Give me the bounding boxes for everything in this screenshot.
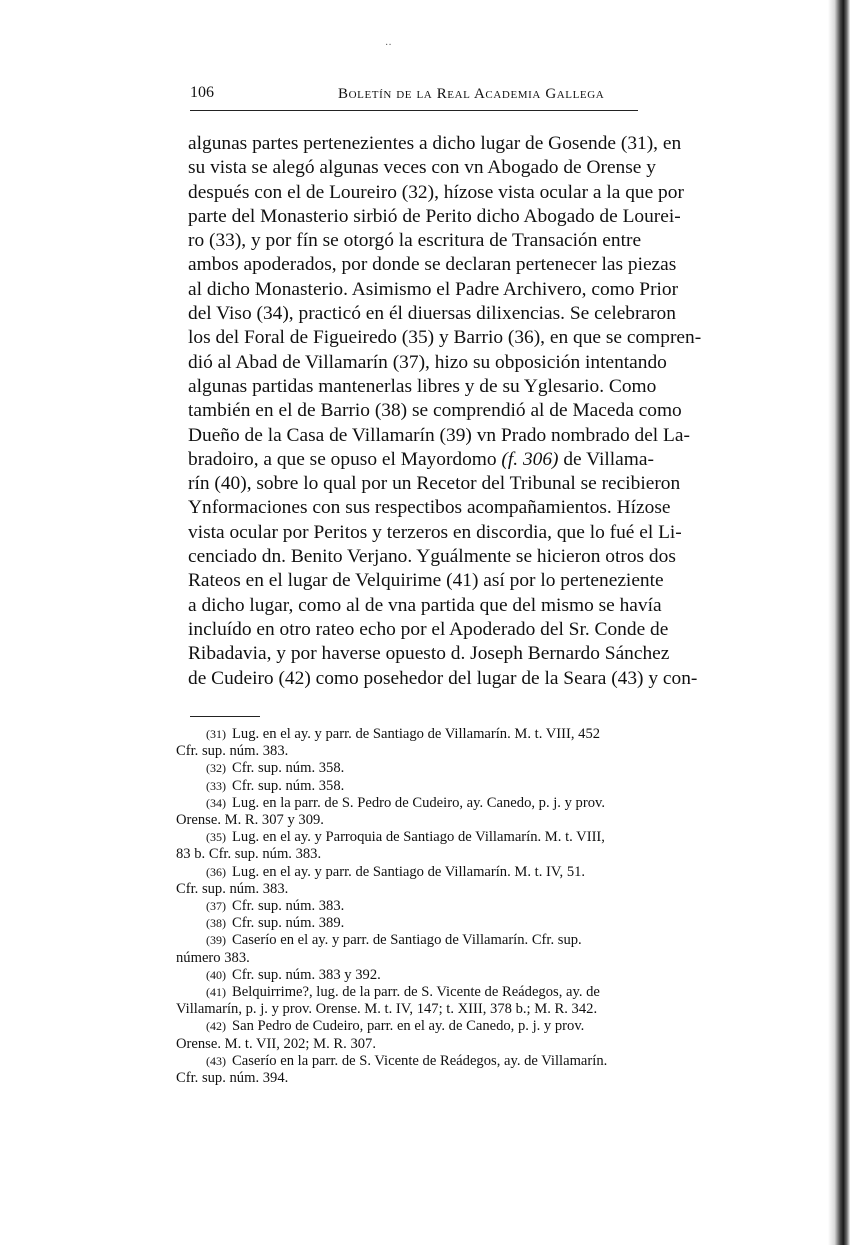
body-line: Ribadavia, y por haverse opuesto d. Joseph Bernardo Sánchez <box>188 643 670 665</box>
footnote-text: Cfr. sup. núm. 358. <box>232 777 345 794</box>
footnote <box>176 864 772 881</box>
body-line: bradoiro, a que se opuso el Mayordomo (f. 306) de Villama- <box>188 448 654 470</box>
footnote-continuation: Cfr. sup. núm. 383. <box>176 880 289 897</box>
footnote-text: Caserío en el ay. y parr. de Santiago de Villamarín. Cfr. sup. <box>232 932 582 949</box>
footnote-text: Lug. en el ay. y parr. de Santiago de Villamarín. M. t. VIII, 452 <box>232 726 601 742</box>
footnote-separator <box>190 716 260 717</box>
footnote-text: Lug. en la parr. de S. Pedro de Cudeiro, ay. Canedo, p. j. y prov. <box>232 794 606 811</box>
folio-reference: (f. 306) <box>501 448 559 470</box>
footnote-number: (38) <box>206 916 226 931</box>
footnote <box>176 915 772 932</box>
body-line: Ynformaciones con sus respectibos acompañamientos. Hízose <box>188 497 671 519</box>
footnote-number: (42) <box>206 1019 226 1034</box>
body-text <box>188 132 778 691</box>
body-line: cenciado dn. Benito Verjano. Yguálmente se hicieron otros dos <box>188 546 676 568</box>
footnote-continuation: Orense. M. t. VII, 202; M. R. 307. <box>176 1035 376 1052</box>
stray-mark: ·· <box>385 40 392 51</box>
footnote-text: Cfr. sup. núm. 383. <box>232 898 345 915</box>
body-line: algunas partes pertenezientes a dicho lugar de Gosende (31), en <box>188 133 682 154</box>
footnote-number: (41) <box>206 985 226 1000</box>
footnote-number: (39) <box>206 933 226 948</box>
body-line: ro (33), y por fín se otorgó la escritura de Transación entre <box>188 230 642 252</box>
body-line: Rateos en el lugar de Velquirime (41) así por lo perteneziente <box>188 570 664 592</box>
footnote-number: (37) <box>206 899 226 914</box>
footnote <box>176 984 772 1001</box>
footnote <box>176 778 772 795</box>
footnote-text: Cfr. sup. núm. 389. <box>232 915 345 932</box>
body-line: vista ocular por Peritos y terzeros en discordia, que lo fué el Li- <box>188 521 682 543</box>
footnote-continuation: número 383. <box>176 949 250 966</box>
body-line: rín (40), sobre lo qual por un Recetor del Tribunal se recibieron <box>188 473 681 495</box>
footnote-text: Lug. en el ay. y Parroquia de Santiago de Villamarín. M. t. VIII, <box>232 829 605 846</box>
running-title: Boletín de la Real Academia Gallega <box>338 86 605 102</box>
body-line: parte del Monasterio sirbió de Perito dicho Abogado de Lourei- <box>188 205 681 227</box>
footnotes <box>176 726 772 1087</box>
body-line: dió al Abad de Villamarín (37), hizo su obposición intentando <box>188 351 667 373</box>
footnote <box>176 967 772 984</box>
footnote-continuation: Cfr. sup. núm. 394. <box>176 1070 289 1087</box>
footnote <box>176 932 772 949</box>
page-binding-edge <box>828 0 850 1245</box>
footnote-text: San Pedro de Cudeiro, parr. en el ay. de Canedo, p. j. y prov. <box>232 1018 585 1035</box>
body-line: los del Foral de Figueiredo (35) y Barrio (36), en que se compren- <box>188 327 702 349</box>
page-header <box>190 84 638 111</box>
footnote-number: (36) <box>206 864 226 879</box>
body-line: Dueño de la Casa de Villamarín (39) vn Prado nombrado del La- <box>188 424 690 446</box>
body-line: a dicho lugar, como al de vna partida que del mismo se havía <box>188 594 662 616</box>
footnote <box>176 829 772 846</box>
footnote <box>176 1053 772 1070</box>
footnote-text: Caserío en la parr. de S. Vicente de Reádegos, ay. de Villamarín. <box>232 1052 608 1069</box>
body-line: también en el de Barrio (38) se comprendió al de Maceda como <box>188 400 682 422</box>
body-line: ambos apoderados, por donde se declaran pertenecer las piezas <box>188 254 677 276</box>
body-line: al dicho Monasterio. Asimismo el Padre Archivero, como Prior <box>188 278 679 300</box>
footnote-text: Cfr. sup. núm. 383 y 392. <box>232 966 381 983</box>
footnote <box>176 795 772 812</box>
body-line: su vista se alegó algunas veces con vn Abogado de Orense y <box>188 157 656 179</box>
footnote-number: (34) <box>206 795 226 810</box>
footnote-text: Belquirrime?, lug. de la parr. de S. Vicente de Reádegos, ay. de <box>232 984 600 1001</box>
footnote-number: (35) <box>206 830 226 845</box>
body-line: del Viso (34), practicó en él diuersas dilixencias. Se celebraron <box>188 303 676 325</box>
footnote-number: (31) <box>206 727 226 741</box>
footnote-continuation: 83 b. Cfr. sup. núm. 383. <box>176 846 322 863</box>
footnote <box>176 1018 772 1035</box>
footnote-number: (40) <box>206 967 226 982</box>
footnote-number: (32) <box>206 761 226 776</box>
footnote <box>176 726 772 743</box>
body-line: después con el de Loureiro (32), hízose vista ocular a la que por <box>188 181 684 203</box>
footnote-number: (43) <box>206 1053 226 1068</box>
body-line: algunas partidas mantenerlas libres y de su Yglesario. Como <box>188 375 657 397</box>
footnote-continuation: Cfr. sup. núm. 383. <box>176 743 289 760</box>
footnote <box>176 760 772 777</box>
footnote-number: (33) <box>206 778 226 793</box>
footnote <box>176 898 772 915</box>
footnote-text: Cfr. sup. núm. 358. <box>232 760 345 777</box>
body-line: incluído en otro rateo echo por el Apoderado del Sr. Conde de <box>188 618 669 640</box>
page-number: 106 <box>190 84 214 101</box>
footnote-text: Lug. en el ay. y parr. de Santiago de Villamarín. M. t. IV, 51. <box>232 863 586 880</box>
footnote-continuation: Villamarín, p. j. y prov. Orense. M. t. IV, 147; t. XIII, 378 b.; M. R. 342. <box>176 1001 598 1018</box>
footnote-continuation: Orense. M. R. 307 y 309. <box>176 812 324 829</box>
body-line: de Cudeiro (42) como posehedor del lugar de la Seara (43) y con- <box>188 667 698 689</box>
